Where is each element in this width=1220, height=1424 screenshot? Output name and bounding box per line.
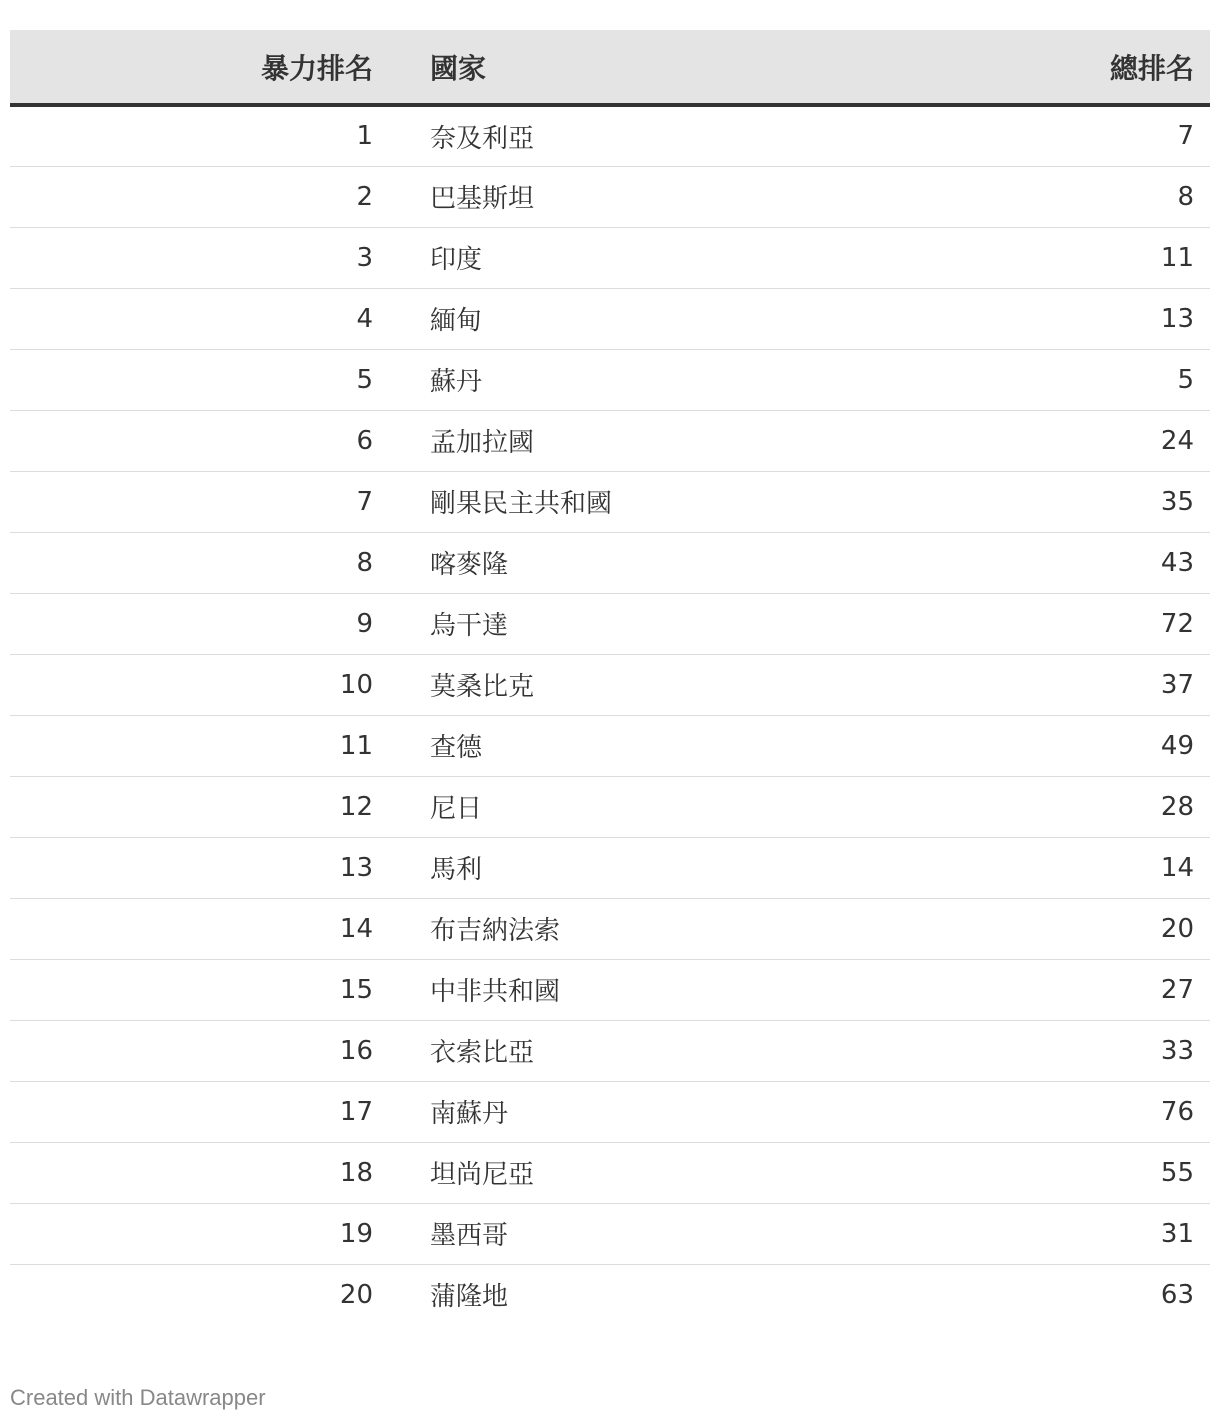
- cell-overall-rank: 72: [1160, 608, 1194, 639]
- cell-country: 尼日: [430, 794, 483, 824]
- cell-violence-rank: 1: [356, 121, 373, 152]
- header-spacer: [385, 30, 430, 105]
- cell-overall-rank: 55: [1160, 1157, 1194, 1188]
- cell-spacer: [385, 105, 430, 166]
- cell-spacer: [385, 776, 430, 837]
- cell-overall-rank: 28: [1160, 791, 1194, 822]
- cell-country: 中非共和國: [430, 977, 561, 1007]
- cell-overall-rank: 13: [1160, 303, 1194, 334]
- cell-violence-rank: 8: [356, 547, 373, 578]
- cell-violence-rank: 11: [339, 730, 373, 761]
- table-row: [10, 532, 1210, 593]
- cell-overall-rank: 8: [1177, 181, 1194, 212]
- table-row: [10, 471, 1210, 532]
- cell-violence-rank: 9: [356, 608, 373, 639]
- cell-country: 蘇丹: [430, 367, 483, 397]
- ranking-table: [10, 30, 1210, 1325]
- table-row: [10, 410, 1210, 471]
- cell-country: 孟加拉國: [430, 428, 535, 458]
- table-row: [10, 1264, 1210, 1325]
- cell-overall-rank: 11: [1160, 242, 1194, 273]
- cell-overall-rank: 49: [1160, 730, 1194, 761]
- cell-country: 緬甸: [430, 306, 483, 336]
- cell-overall-rank: 63: [1160, 1279, 1194, 1310]
- cell-violence-rank: 13: [339, 852, 373, 883]
- cell-spacer: [385, 471, 430, 532]
- cell-overall-rank: 76: [1160, 1096, 1194, 1127]
- header-violence-rank[interactable]: 暴力排名: [10, 30, 385, 105]
- cell-country: 馬利: [430, 855, 483, 885]
- cell-violence-rank: 7: [356, 486, 373, 517]
- cell-country: 莫桑比克: [430, 672, 535, 702]
- table-row: [10, 105, 1210, 166]
- cell-country: 喀麥隆: [430, 550, 509, 580]
- cell-country: 墨西哥: [430, 1221, 509, 1251]
- cell-violence-rank: 16: [339, 1035, 373, 1066]
- cell-overall-rank: 24: [1160, 425, 1194, 456]
- cell-overall-rank: 33: [1160, 1035, 1194, 1066]
- table-row: [10, 837, 1210, 898]
- cell-violence-rank: 5: [356, 364, 373, 395]
- table-row: [10, 1203, 1210, 1264]
- cell-spacer: [385, 349, 430, 410]
- table-row: [10, 166, 1210, 227]
- cell-spacer: [385, 166, 430, 227]
- cell-spacer: [385, 532, 430, 593]
- ranking-table-container: [10, 30, 1210, 1325]
- cell-spacer: [385, 1081, 430, 1142]
- cell-violence-rank: 3: [356, 242, 373, 273]
- cell-spacer: [385, 898, 430, 959]
- cell-country: 奈及利亞: [430, 123, 535, 154]
- cell-violence-rank: 18: [339, 1157, 373, 1188]
- cell-spacer: [385, 1264, 430, 1325]
- cell-violence-rank: 6: [356, 425, 373, 456]
- cell-violence-rank: 12: [339, 791, 373, 822]
- cell-violence-rank: 19: [339, 1218, 373, 1249]
- cell-overall-rank: 37: [1160, 669, 1194, 700]
- cell-overall-rank: 27: [1160, 974, 1194, 1005]
- cell-spacer: [385, 1142, 430, 1203]
- header-country[interactable]: 國家: [430, 30, 910, 105]
- table-row: [10, 288, 1210, 349]
- cell-spacer: [385, 837, 430, 898]
- cell-country: 巴基斯坦: [430, 184, 535, 214]
- cell-overall-rank: 43: [1160, 547, 1194, 578]
- cell-overall-rank: 31: [1160, 1218, 1194, 1249]
- table-row: [10, 898, 1210, 959]
- table-row: [10, 1081, 1210, 1142]
- table-row: [10, 959, 1210, 1020]
- cell-violence-rank: 14: [339, 913, 373, 944]
- table-row: [10, 1020, 1210, 1081]
- table-row: [10, 776, 1210, 837]
- cell-spacer: [385, 1020, 430, 1081]
- table-row: [10, 715, 1210, 776]
- cell-overall-rank: 7: [1177, 121, 1194, 152]
- cell-spacer: [385, 593, 430, 654]
- table-row: [10, 227, 1210, 288]
- table-row: [10, 349, 1210, 410]
- cell-country: 烏干達: [430, 611, 509, 641]
- cell-country: 查德: [430, 733, 483, 763]
- cell-spacer: [385, 410, 430, 471]
- cell-country: 印度: [430, 245, 483, 275]
- cell-overall-rank: 5: [1177, 364, 1194, 395]
- cell-spacer: [385, 959, 430, 1020]
- cell-spacer: [385, 654, 430, 715]
- cell-country: 衣索比亞: [430, 1038, 535, 1068]
- table-row: [10, 593, 1210, 654]
- cell-violence-rank: 20: [339, 1279, 373, 1310]
- cell-spacer: [385, 227, 430, 288]
- cell-country: 剛果民主共和國: [430, 489, 613, 519]
- table-row: [10, 654, 1210, 715]
- cell-violence-rank: 10: [339, 669, 373, 700]
- cell-country: 布吉納法索: [430, 916, 561, 946]
- datawrapper-credit[interactable]: Created with Datawrapper: [10, 1385, 266, 1410]
- cell-violence-rank: 4: [356, 303, 373, 334]
- cell-overall-rank: 20: [1160, 913, 1194, 944]
- cell-spacer: [385, 715, 430, 776]
- cell-violence-rank: 17: [339, 1096, 373, 1127]
- header-overall-rank[interactable]: 總排名: [910, 30, 1210, 105]
- cell-country: 坦尚尼亞: [430, 1160, 535, 1190]
- cell-violence-rank: 2: [356, 181, 373, 212]
- cell-violence-rank: 15: [339, 974, 373, 1005]
- cell-country: 蒲隆地: [430, 1282, 509, 1313]
- cell-overall-rank: 14: [1160, 852, 1194, 883]
- cell-spacer: [385, 288, 430, 349]
- cell-overall-rank: 35: [1160, 486, 1194, 517]
- cell-country: 南蘇丹: [430, 1099, 509, 1129]
- table-row: [10, 1142, 1210, 1203]
- table-header-row: [10, 30, 1210, 105]
- cell-spacer: [385, 1203, 430, 1264]
- table-body: [10, 105, 1210, 1325]
